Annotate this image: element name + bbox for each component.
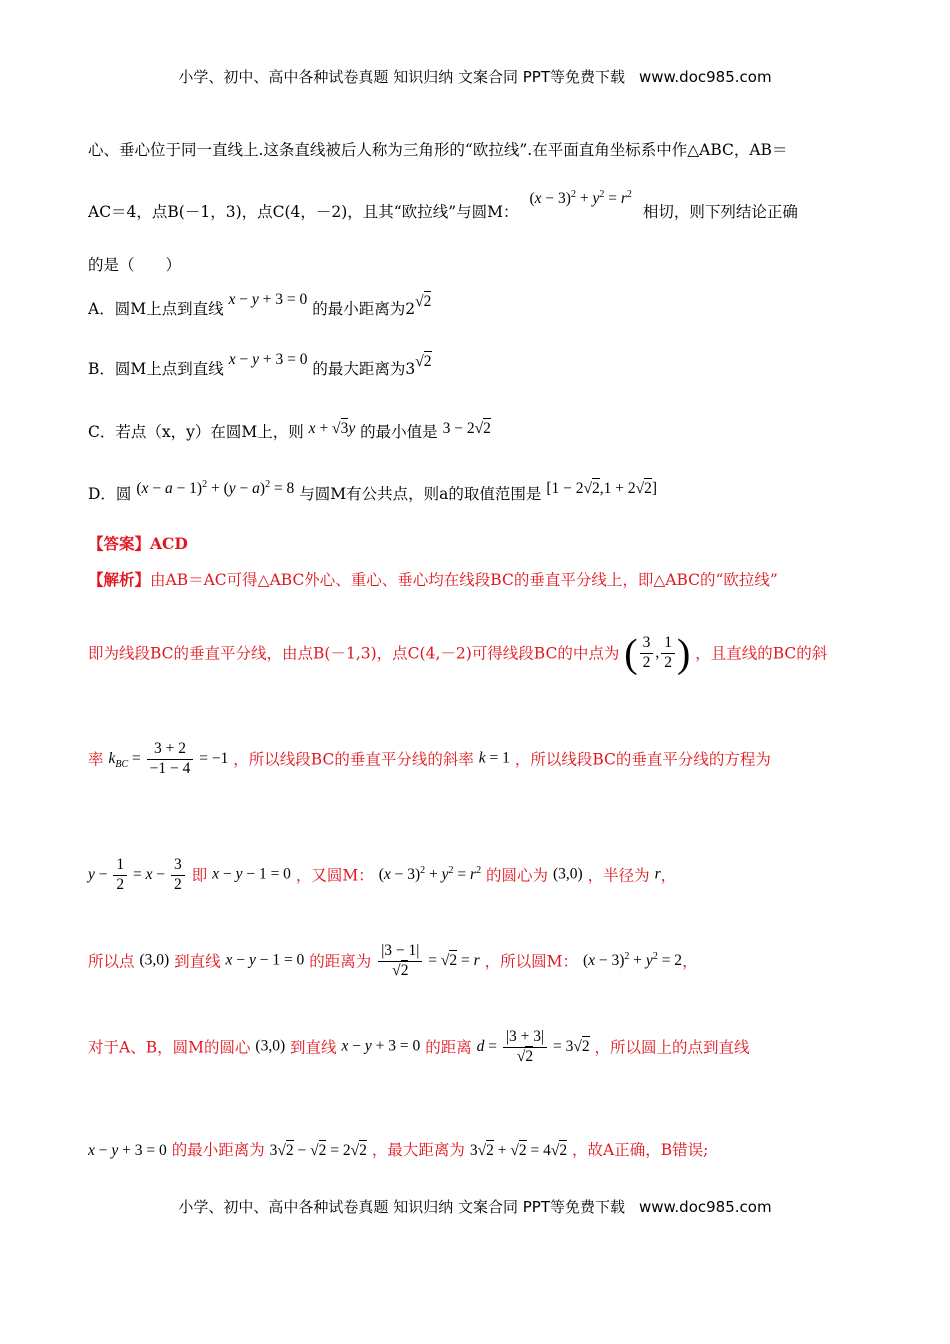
question-line-3: 的是（ ） bbox=[88, 256, 182, 274]
header-text: 小学、初中、高中各种试卷真题 知识归纳 文案合同 PPT等免费下载 bbox=[178, 68, 625, 86]
question-line-1: 心、垂心位于同一直线上.这条直线被后人称为三角形的“欧拉线”.在平面直角坐标系中作△ABC，AB＝ bbox=[88, 141, 788, 159]
header-site: www.doc985.com bbox=[638, 68, 772, 86]
footer-text: 小学、初中、高中各种试卷真题 知识归纳 文案合同 PPT等免费下载 bbox=[178, 1198, 625, 1216]
analysis-line-4: y − $\frac{1}{2}$ = x − $\frac{3}{2}$ 即 x − y − 1 = 0 ，又圆M： $(x - 3)^2 + y^2 = r^2$ 的圆心为 (3,0) ，半径为 r， bbox=[88, 856, 677, 893]
option-a: A．圆M上点到直线 x − y + 3 = 0 的最小距离为2√2 bbox=[88, 291, 432, 318]
analysis-line-7: x − y + 3 = 0 的最小距离为 3√2 − √2 = 2√2 ，最大距离为 3√2 + √2 = 4√2 ，故A正确，B错误; bbox=[88, 1141, 709, 1159]
analysis-line-1: 【解析】由AB＝AC可得△ABC外心、重心、垂心均在线段BC的垂直平分线上，即△ABC的“欧拉线” bbox=[88, 570, 778, 589]
footer-site: www.doc985.com bbox=[638, 1198, 772, 1216]
analysis-line-6: 对于A、B，圆M的圆心 (3,0) 到直线 x − y + 3 = 0 的距离 d = $\frac{|3 + 3|}{√2}$ = 3√2 ，所以圆上的点到直线 bbox=[88, 1028, 750, 1065]
option-c: C．若点（x，y）在圆M上，则 x + √3y 的最小值是 3 − 2√2 bbox=[88, 420, 491, 441]
analysis-line-3: 率 $k_{BC}$ = $\frac{3 + 2}{-1 - 4}$ = −1 ，所以线段BC的垂直平分线的斜率 k = 1 ，所以线段BC的垂直平分线的方程为 bbox=[88, 740, 771, 777]
answer: 【答案】ACD bbox=[88, 534, 188, 553]
analysis-line-5: 所以点 (3,0) 到直线 x − y − 1 = 0 的距离为 $\frac{|3 - 1|}{√2}$ = √2 = r ，所以圆M： $(x - 3)^2 + y^2 = 2$， bbox=[88, 942, 698, 979]
page-footer bbox=[0, 1196, 950, 1217]
option-b: B．圆M上点到直线 x − y + 3 = 0 的最大距离为3√2 bbox=[88, 351, 432, 378]
option-d: D．圆 $(x - a - 1)^2 + (y - a)^2 = 8$ 与圆M有公共点，则a的取值范围是 [1 − 2√2,1 + 2√2] bbox=[88, 478, 658, 503]
page-header bbox=[0, 66, 950, 87]
analysis-line-2: 即为线段BC的垂直平分线，由点B(－1,3)，点C(4,－2)可得线段BC的中点为 ( $\frac{3}{2}$ , $\frac{1}{2}$ ) ，且直线的BC的斜 bbox=[88, 630, 828, 675]
circle-equation: $(x - 3)^2 + y^2 = r^2$ bbox=[529, 188, 632, 207]
question-line-2: AC＝4，点B(－1，3)，点C(4，－2)，且其“欧拉线”与圆M： $(x - 3)^2 + y^2 = r^2$ 相切，则下列结论正确 bbox=[88, 188, 798, 221]
